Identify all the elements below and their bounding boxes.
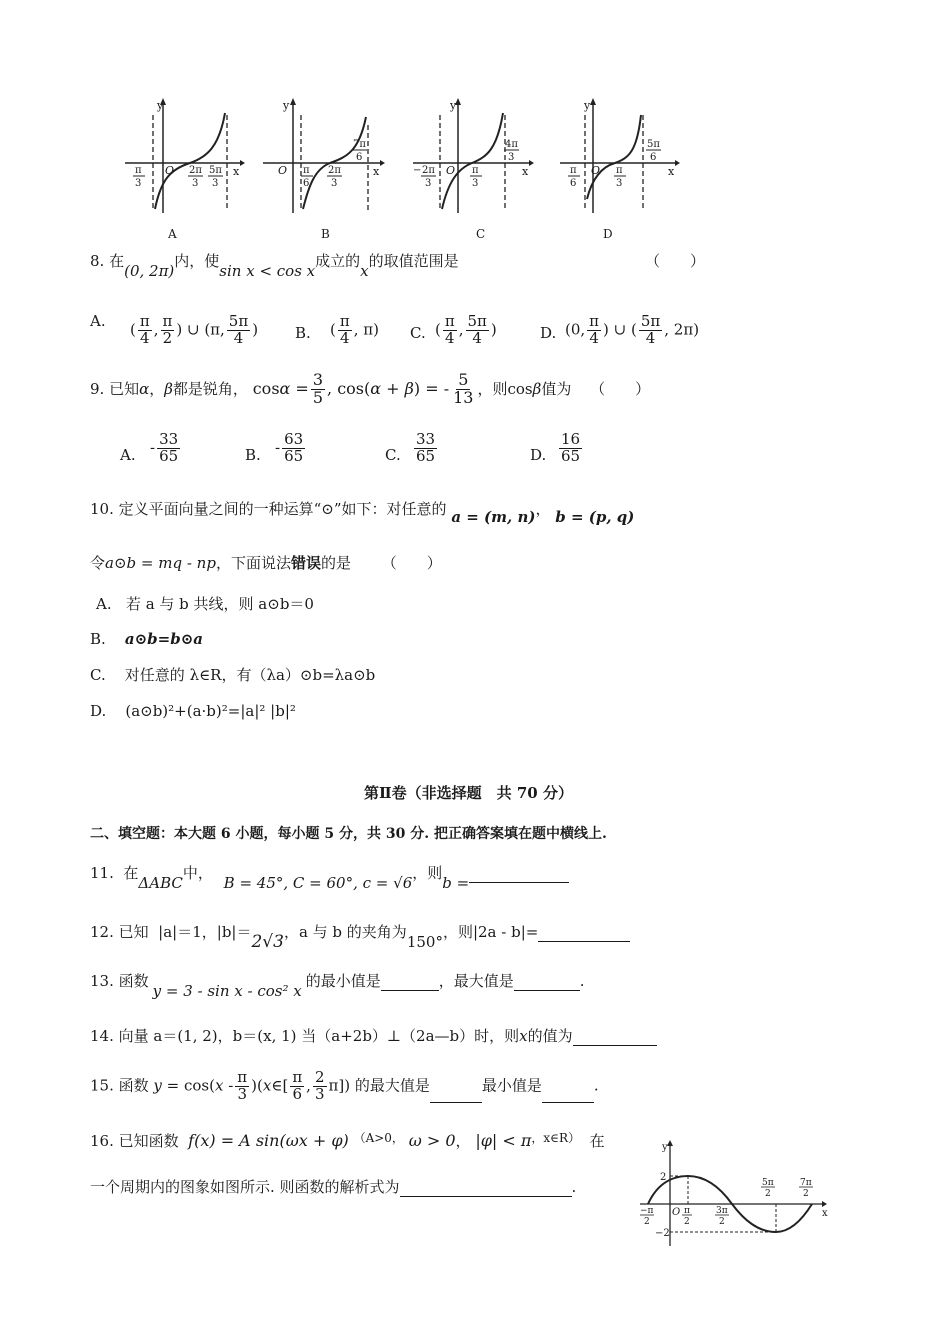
q16-graph	[636, 1138, 836, 1253]
svg-text:2: 2	[644, 1217, 650, 1227]
q7-graphs	[115, 95, 715, 250]
q16-line2: 一个周期内的图象如图所示. 则函数的解析式为 .	[90, 1178, 577, 1196]
svg-text:3: 3	[472, 178, 479, 189]
svg-text:D: D	[603, 227, 613, 241]
q9-option-a-label: A.	[120, 446, 136, 464]
svg-text:O: O	[591, 164, 601, 177]
q16-stem: 16. 已知函数 f(x) = A sin(ωx + φ) $^{(A>0,}$ ω > 0， $|\varphi| < \pi^{,x\in R)}$ 在	[90, 1131, 605, 1150]
q8-option-b: ( $\frac{\pi}{4}$ , π)	[330, 312, 379, 347]
svg-text:−π: −π	[640, 1206, 654, 1216]
q9-option-a: - $\frac{33}{65}$	[150, 430, 179, 465]
svg-text:5π: 5π	[647, 139, 660, 150]
svg-text:π: π	[135, 165, 142, 176]
svg-text:3: 3	[135, 178, 142, 189]
q9-option-c: $\frac{33}{65}$	[416, 430, 436, 465]
q10-option-d: D. (a⊙b)²+(a·b)²=|a|² |b|²	[90, 702, 296, 720]
q7-graph-a	[125, 98, 245, 241]
q8-option-d: (0, $\frac{\pi}{4}$ ) ∪ ( $\frac{5\pi}{4}$ , 2π)	[565, 312, 700, 347]
svg-text:3: 3	[508, 152, 515, 163]
svg-text:π: π	[472, 165, 479, 176]
svg-text:2π: 2π	[422, 165, 435, 176]
svg-text:y: y	[584, 99, 591, 112]
svg-text:7π: 7π	[353, 139, 366, 150]
q7-graph-b	[263, 98, 385, 241]
svg-text:3: 3	[425, 178, 432, 189]
q11: 11. 在ΔABC中， B = 45°, C = 60°, c = √6，则b =	[90, 862, 569, 883]
q9-stem: 9. 已知α，β都是锐角， cosα = $\frac{3}{5}$ , cos(α + β) = - $\frac{5}{13}$ ，则cosβ值为 （ ）	[90, 370, 651, 407]
q10-option-b: B. a⊙b=b⊙a	[90, 630, 203, 648]
svg-text:π: π	[303, 165, 310, 176]
svg-text:O: O	[446, 164, 456, 177]
svg-text:y: y	[283, 99, 290, 112]
q12-answer-blank[interactable]	[538, 940, 630, 942]
svg-text:6: 6	[570, 178, 577, 189]
svg-text:2: 2	[803, 1189, 809, 1199]
q8-option-c: ( $\frac{\pi}{4}$ , $\frac{5\pi}{4}$ )	[435, 312, 497, 347]
svg-text:B: B	[321, 227, 330, 241]
q10-option-c: C. 对任意的 λ∈R，有（λa）⊙b=λa⊙b	[90, 666, 376, 684]
svg-text:6: 6	[650, 152, 657, 163]
q14-answer-blank[interactable]	[573, 1044, 657, 1046]
q11-answer-blank[interactable]	[469, 881, 569, 883]
q8-option-a-label: A.	[90, 312, 106, 330]
svg-text:7π: 7π	[800, 1178, 812, 1188]
q13: 13. 函数y = 3 - sin x - cos² x的最小值是 ，最大值是 .	[90, 972, 585, 1000]
q8-paren: （ ）	[645, 252, 706, 270]
q14: 14. 向量 a＝(1, 2)，b＝(x, 1) 当（a+2b）⊥（2a—b）时，则x的值为	[90, 1025, 657, 1046]
q13-min-blank[interactable]	[381, 989, 439, 991]
q10-line2: 令a⊙b = mq - np，下面说法错误的是 （ ）	[90, 554, 442, 572]
svg-text:6: 6	[356, 152, 363, 163]
q9-option-d-label: D.	[530, 446, 547, 464]
svg-text:3: 3	[331, 178, 338, 189]
svg-text:O: O	[672, 1207, 681, 1218]
svg-text:5π: 5π	[209, 165, 222, 176]
q9-option-b: - $\frac{63}{65}$	[275, 430, 304, 465]
q8-stem: 8. 在(0, 2π)内，使sin x < cos x成立的x的取值范围是	[90, 252, 459, 280]
svg-text:O: O	[165, 164, 175, 177]
svg-text:x: x	[373, 165, 380, 178]
q10-option-a: A. 若 a 与 b 共线，则 a⊙b＝0	[96, 595, 314, 613]
q9-option-d: $\frac{16}{65}$	[561, 430, 581, 465]
q10-stem: 10. 定义平面向量之间的一种运算“⊙”如下：对任意的 a = (m, n)， b = (p, q)	[90, 500, 635, 526]
svg-text:4π: 4π	[505, 139, 518, 150]
q8-option-a: ( $\frac{\pi}{4}$ , $\frac{\pi}{2}$ ) ∪ (π, $\frac{5\pi}{4}$ )	[130, 312, 259, 347]
svg-text:3: 3	[212, 178, 219, 189]
q15-max-blank[interactable]	[430, 1101, 482, 1103]
svg-text:2: 2	[684, 1217, 690, 1227]
q9-option-b-label: B.	[245, 446, 261, 464]
q8-option-c-label: C.	[410, 324, 426, 342]
svg-text:A: A	[168, 227, 177, 241]
svg-text:−2: −2	[655, 1228, 670, 1239]
svg-text:C: C	[476, 227, 486, 241]
q13-max-blank[interactable]	[514, 989, 580, 991]
svg-text:y: y	[662, 1142, 668, 1153]
q12: 12. 已知 |a|＝1，|b|＝2√3，a 与 b 的夹角为150°，则|2a - b|=	[90, 921, 630, 942]
q15-min-blank[interactable]	[542, 1101, 594, 1103]
section2-title: 第Ⅱ卷（非选择题 共 70 分）	[364, 784, 573, 802]
svg-text:y: y	[450, 99, 457, 112]
svg-text:3: 3	[192, 178, 199, 189]
svg-text:π: π	[616, 165, 623, 176]
q7-graph-c	[413, 98, 534, 241]
svg-text:x: x	[822, 1208, 828, 1219]
svg-text:2: 2	[719, 1217, 725, 1227]
svg-text:−: −	[413, 165, 422, 176]
svg-text:π: π	[684, 1206, 690, 1216]
svg-text:3: 3	[616, 178, 623, 189]
svg-text:O: O	[278, 164, 288, 177]
section2-heading: 二、填空题：本大题 6 小题，每小题 5 分，共 30 分. 把正确答案填在题中横线上.	[90, 826, 607, 842]
q7-graph-d	[560, 98, 680, 241]
q8-options	[90, 312, 730, 347]
svg-text:π: π	[570, 165, 577, 176]
q9-option-c-label: C.	[385, 446, 401, 464]
svg-text:2π: 2π	[189, 165, 202, 176]
svg-text:x: x	[522, 165, 529, 178]
svg-text:x: x	[233, 165, 240, 178]
svg-text:6: 6	[303, 178, 310, 189]
svg-text:x: x	[668, 165, 675, 178]
svg-text:2: 2	[765, 1189, 771, 1199]
svg-text:2π: 2π	[328, 165, 341, 176]
q15: 15. 函数 y = cos(x - $\frac{\pi}{3}$ )(x∈[ $\frac{\pi}{6}$ , $\frac{2}{3}$ π]) 的最大值是 最小值是 .	[90, 1068, 599, 1103]
q8-option-b-label: B.	[295, 324, 311, 342]
svg-text:3π: 3π	[716, 1206, 728, 1216]
svg-text:y: y	[157, 99, 164, 112]
svg-text:5π: 5π	[762, 1178, 774, 1188]
q16-answer-blank[interactable]	[400, 1195, 572, 1197]
svg-text:2: 2	[660, 1172, 667, 1183]
q8-option-d-label: D.	[540, 324, 557, 342]
